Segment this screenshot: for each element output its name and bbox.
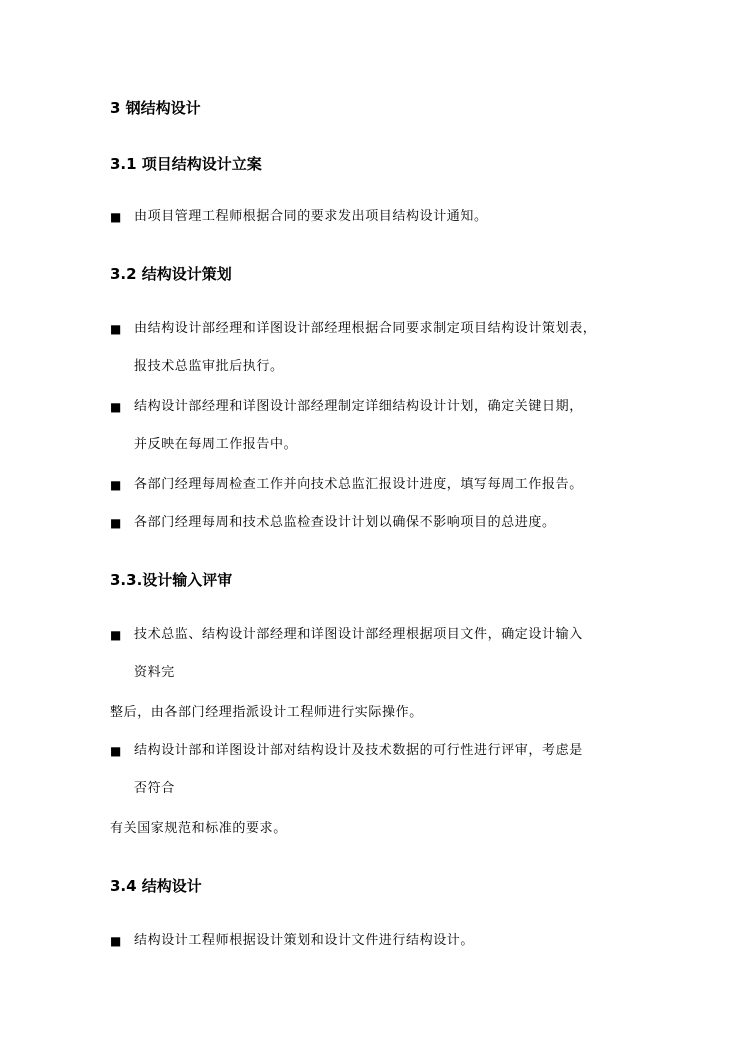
paragraph-3-4-1: 结构设计工程师根据设计策划和设计文件进行结构设计。: [134, 933, 475, 948]
heading-3-1: 3.1 项目结构设计立案: [110, 155, 262, 173]
paragraph-3-2-2-cont: 并反映在每周工作报告中。: [134, 437, 298, 452]
paragraph-3-2-1: 由结构设计部经理和详图设计部经理根据合同要求制定项目结构设计策划表，: [134, 321, 597, 336]
paragraph-3-2-1-cont: 报技术总监审批后执行。: [134, 359, 284, 374]
heading-3: 3 钢结构设计: [110, 99, 201, 117]
paragraph-3-2-2: 结构设计部经理和详图设计部经理制定详细结构设计计划，确定关键日期，: [134, 399, 583, 414]
paragraph-3-3-1: 技术总监、结构设计部经理和详图设计部经理根据项目文件，确定设计输入: [134, 627, 583, 642]
heading-3-2: 3.2 结构设计策划: [110, 265, 232, 283]
paragraph-3-3-1-cont: 资料完: [134, 665, 175, 680]
paragraph-3-3-1-flush: 整后，由各部门经理指派设计工程师进行实际操作。: [110, 705, 423, 720]
heading-3-4: 3.4 结构设计: [110, 877, 202, 895]
paragraph-3-1-1: 由项目管理工程师根据合同的要求发出项目结构设计通知。: [134, 209, 488, 224]
bullet-icon: ■: [110, 516, 122, 530]
paragraph-3-2-3: 各部门经理每周检查工作并向技术总监汇报设计进度，填写每周工作报告。: [134, 477, 583, 492]
bullet-icon: ■: [110, 400, 122, 414]
paragraph-3-3-2: 结构设计部和详图设计部对结构设计及技术数据的可行性进行评审，考虑是: [134, 743, 583, 758]
bullet-icon: ■: [110, 322, 122, 336]
bullet-icon: ■: [110, 934, 122, 948]
paragraph-3-3-2-flush: 有关国家规范和标准的要求。: [110, 821, 287, 836]
bullet-icon: ■: [110, 628, 122, 642]
bullet-icon: ■: [110, 478, 122, 492]
bullet-icon: ■: [110, 210, 122, 224]
heading-3-3: 3.3.设计输入评审: [110, 571, 233, 589]
paragraph-3-2-4: 各部门经理每周和技术总监检查设计计划以确保不影响项目的总进度。: [134, 515, 556, 530]
bullet-icon: ■: [110, 744, 122, 758]
paragraph-3-3-2-cont: 否符合: [134, 781, 175, 796]
